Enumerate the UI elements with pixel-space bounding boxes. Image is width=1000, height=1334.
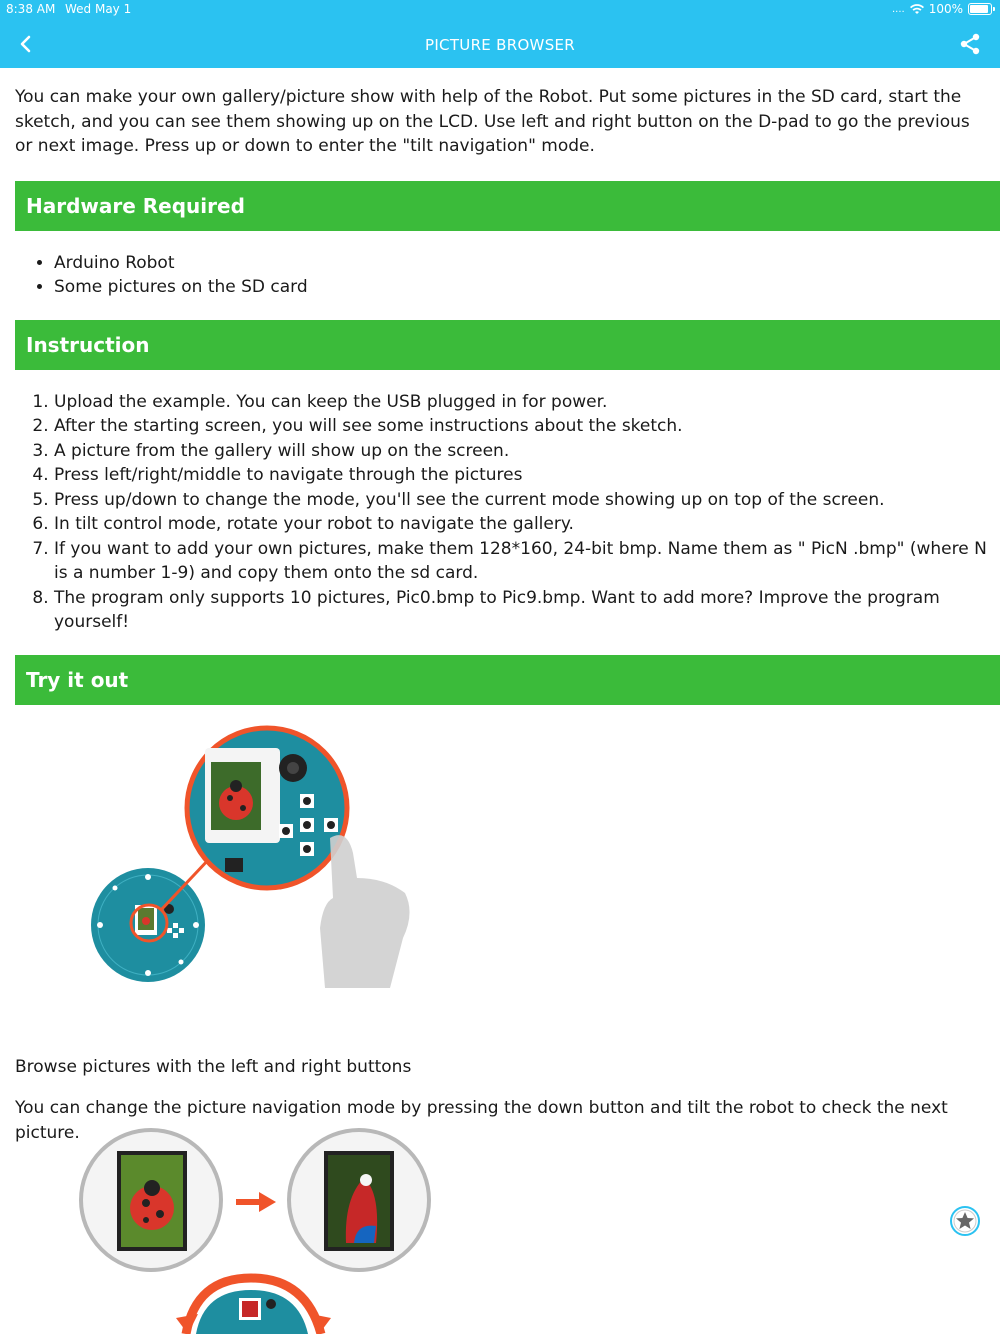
status-right xyxy=(892,2,992,16)
star-icon[interactable] xyxy=(949,1205,981,1237)
status-time: 8:38 AM xyxy=(6,2,56,16)
signal-dots: .... xyxy=(891,3,905,15)
wifi-icon xyxy=(910,4,924,15)
tilt-navigation-illustration xyxy=(76,1128,436,1334)
try-it-out-header: Try it out xyxy=(15,655,1000,705)
hardware-list xyxy=(15,251,990,300)
instruction-header: Instruction xyxy=(15,320,1000,370)
battery-fill xyxy=(970,5,988,13)
list-item: 2. After the starting screen, you will see some instructions about the sketch. xyxy=(54,414,990,439)
intro-paragraph: You can make your own gallery/picture show with help of the Robot. Put some pictures in the SD card, start the sketch, and you can see them showing up on the LCD. Use left and right button on the D-pad to go the previous or next image. Press up or down to enter the "tilt navigation" mode. xyxy=(15,87,970,156)
browse-caption: Browse pictures with the left and right buttons xyxy=(15,1056,412,1077)
list-item: • Some pictures on the SD card xyxy=(54,275,990,300)
list-item: 7. If you want to add your own pictures, make them 128*160, 24-bit bmp. Name them as " PicN .bmp" (where N is a number 1-9) and copy them onto the sd card. xyxy=(54,537,990,586)
robot-buttons-illustration xyxy=(85,718,415,1008)
list-item: 6. In tilt control mode, rotate your robot to navigate the gallery. xyxy=(54,512,990,537)
list-item: 4. Press left/right/middle to navigate through the pictures xyxy=(54,463,990,488)
share-icon[interactable] xyxy=(958,32,982,56)
list-item: • Arduino Robot xyxy=(54,251,990,276)
page-title: PICTURE BROWSER xyxy=(424,36,576,54)
list-item: 1. Upload the example. You can keep the USB plugged in for power. xyxy=(54,390,990,415)
hardware-header: Hardware Required xyxy=(15,181,1000,231)
list-item: 8. The program only supports 10 pictures, Pic0.bmp to Pic9.bmp. Want to add more? Improve the program yourself! xyxy=(54,586,990,635)
navigation-bar xyxy=(0,20,1000,68)
tilt-caption: You can change the picture navigation mode by pressing the down button and tilt the robot to check the next picture. xyxy=(15,1098,948,1143)
list-item: 3. A picture from the gallery will show up on the screen. xyxy=(54,439,990,464)
battery-percent: 100% xyxy=(928,2,963,16)
status-bar xyxy=(0,0,1000,20)
instruction-list xyxy=(15,390,990,635)
battery-icon xyxy=(968,3,992,15)
list-item: 5. Press up/down to change the mode, you'll see the current mode showing up on top of the screen. xyxy=(54,488,990,513)
status-date: Wed May 1 xyxy=(65,2,132,16)
